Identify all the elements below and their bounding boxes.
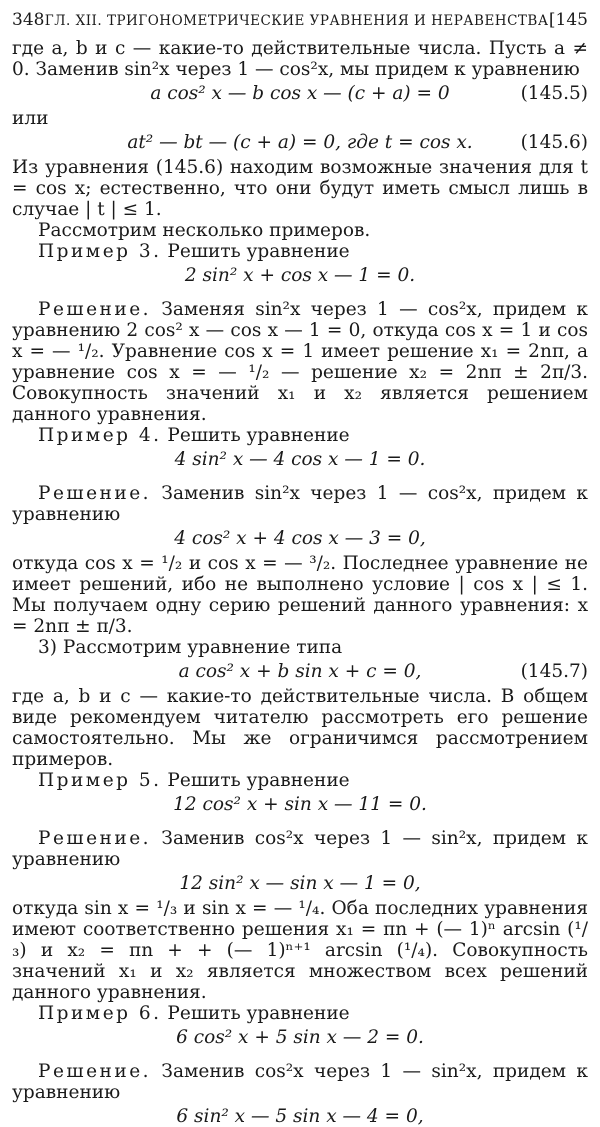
example-text: Решить уравнение xyxy=(167,770,350,791)
equation-text: a cos² x — b cos x — (c + a) = 0 xyxy=(150,83,450,104)
equation-text: at² — bt — (c + a) = 0, где t = cos x. xyxy=(127,132,473,153)
solution-text: Заменив cos²x через 1 — sin²x, придем к уравнению xyxy=(12,1061,588,1103)
chapter-title: ГЛ. XII. ТРИГОНОМЕТРИЧЕСКИЕ УРАВНЕНИЯ И НЕРАВЕНСТВА xyxy=(44,13,549,29)
example-label: Пример 5. xyxy=(38,770,162,791)
equation-number: (145.5) xyxy=(520,83,588,104)
solution-label: Решение. xyxy=(38,299,152,320)
equation-145-6 xyxy=(12,132,588,153)
equation-145-5 xyxy=(12,83,588,104)
solution-4 xyxy=(12,483,588,525)
section-number: [145 xyxy=(548,10,588,30)
solution-text: Заменив cos²x через 1 — sin²x, придем к уравнению xyxy=(12,828,588,870)
example-text: Решить уравнение xyxy=(167,241,350,262)
paragraph-3: Рассмотрим несколько примеров. xyxy=(38,220,371,241)
solution-label: Решение. xyxy=(38,828,152,849)
case-3: 3) Рассмотрим уравнение типа xyxy=(38,637,343,658)
example-text: Решить уравнение xyxy=(167,1003,350,1024)
solution-4-equation: 4 cos² x + 4 cos x — 3 = 0, xyxy=(174,528,426,549)
equation-number: (145.7) xyxy=(520,661,588,682)
paragraph-1: где a, b и c — какие-то действительные числа. Пусть a ≠ 0. Заменив sin²x через 1 — cos²x, мы придем к уравнению xyxy=(12,38,588,80)
example-3 xyxy=(12,241,588,262)
solution-5-equation: 12 sin² x — sin x — 1 = 0, xyxy=(179,873,421,894)
example-4 xyxy=(12,425,588,446)
example-label: Пример 3. xyxy=(38,241,162,262)
example-label: Пример 6. xyxy=(38,1003,162,1024)
solution-6-equation: 6 sin² x — 5 sin x — 4 = 0, xyxy=(176,1106,424,1127)
running-header xyxy=(12,10,588,32)
solution-text: Заменив sin²x через 1 — cos²x, придем к уравнению xyxy=(12,483,588,525)
example-5-equation: 12 cos² x + sin x — 11 = 0. xyxy=(173,794,427,815)
solution-3 xyxy=(12,299,588,425)
example-text: Решить уравнение xyxy=(167,425,350,446)
solution-text: Заменяя sin²x через 1 — cos²x, придем к уравнению 2 cos² x — cos x — 1 = 0, откуда cos x = 1 и cos x = — ¹/₂. Уравнение cos x = 1 имеет решение x₁ = 2nπ, а уравнение cos x = — ¹/₂ — решение x₂ = 2nπ ± 2π/3. Совокупность значений x₁ и x₂ является решением данного уравнения. xyxy=(12,299,588,425)
equation-text: a cos² x + b sin x + c = 0, xyxy=(178,661,422,682)
example-label: Пример 4. xyxy=(38,425,162,446)
example-3-equation: 2 sin² x + cos x — 1 = 0. xyxy=(184,265,416,286)
solution-4-continued: откуда cos x = ¹/₂ и cos x = — ³/₂. Последнее уравнение не имеет решений, ибо не выполнено условие | cos x | ≤ 1. Мы получаем одну серию решений данного уравнения: x = 2nπ ± π/3. xyxy=(12,553,588,637)
example-6 xyxy=(12,1003,588,1024)
example-6-equation: 6 cos² x + 5 sin x — 2 = 0. xyxy=(176,1027,424,1048)
equation-number: (145.6) xyxy=(520,132,588,153)
page-number: 348 xyxy=(12,10,45,30)
paragraph-4: где a, b и c — какие-то действительные числа. В общем виде рекомендуем читателю рассмотреть его решение самостоятельно. Мы же ограничимся рассмотрением примеров. xyxy=(12,686,588,770)
solution-5 xyxy=(12,828,588,870)
example-5 xyxy=(12,770,588,791)
solution-5-continued: откуда sin x = ¹/₃ и sin x = — ¹/₄. Оба последних уравнения имеют соответственно решения x₁ = πn + (— 1)ⁿ arcsin (¹/₃) и x₂ = πn + + (— 1)ⁿ⁺¹ arcsin (¹/₄). Совокупность значений x₁ и x₂ является множеством всех решений данного уравнения. xyxy=(12,898,588,1003)
equation-145-7 xyxy=(12,661,588,682)
paragraph-2: Из уравнения (145.6) находим возможные значения для t = cos x; естественно, что они будут иметь смысл лишь в случае | t | ≤ 1. xyxy=(12,157,588,220)
solution-label: Решение. xyxy=(38,1061,152,1082)
solution-label: Решение. xyxy=(38,483,152,504)
or-word: или xyxy=(12,108,49,129)
solution-6 xyxy=(12,1061,588,1103)
example-4-equation: 4 sin² x — 4 cos x — 1 = 0. xyxy=(174,449,426,470)
